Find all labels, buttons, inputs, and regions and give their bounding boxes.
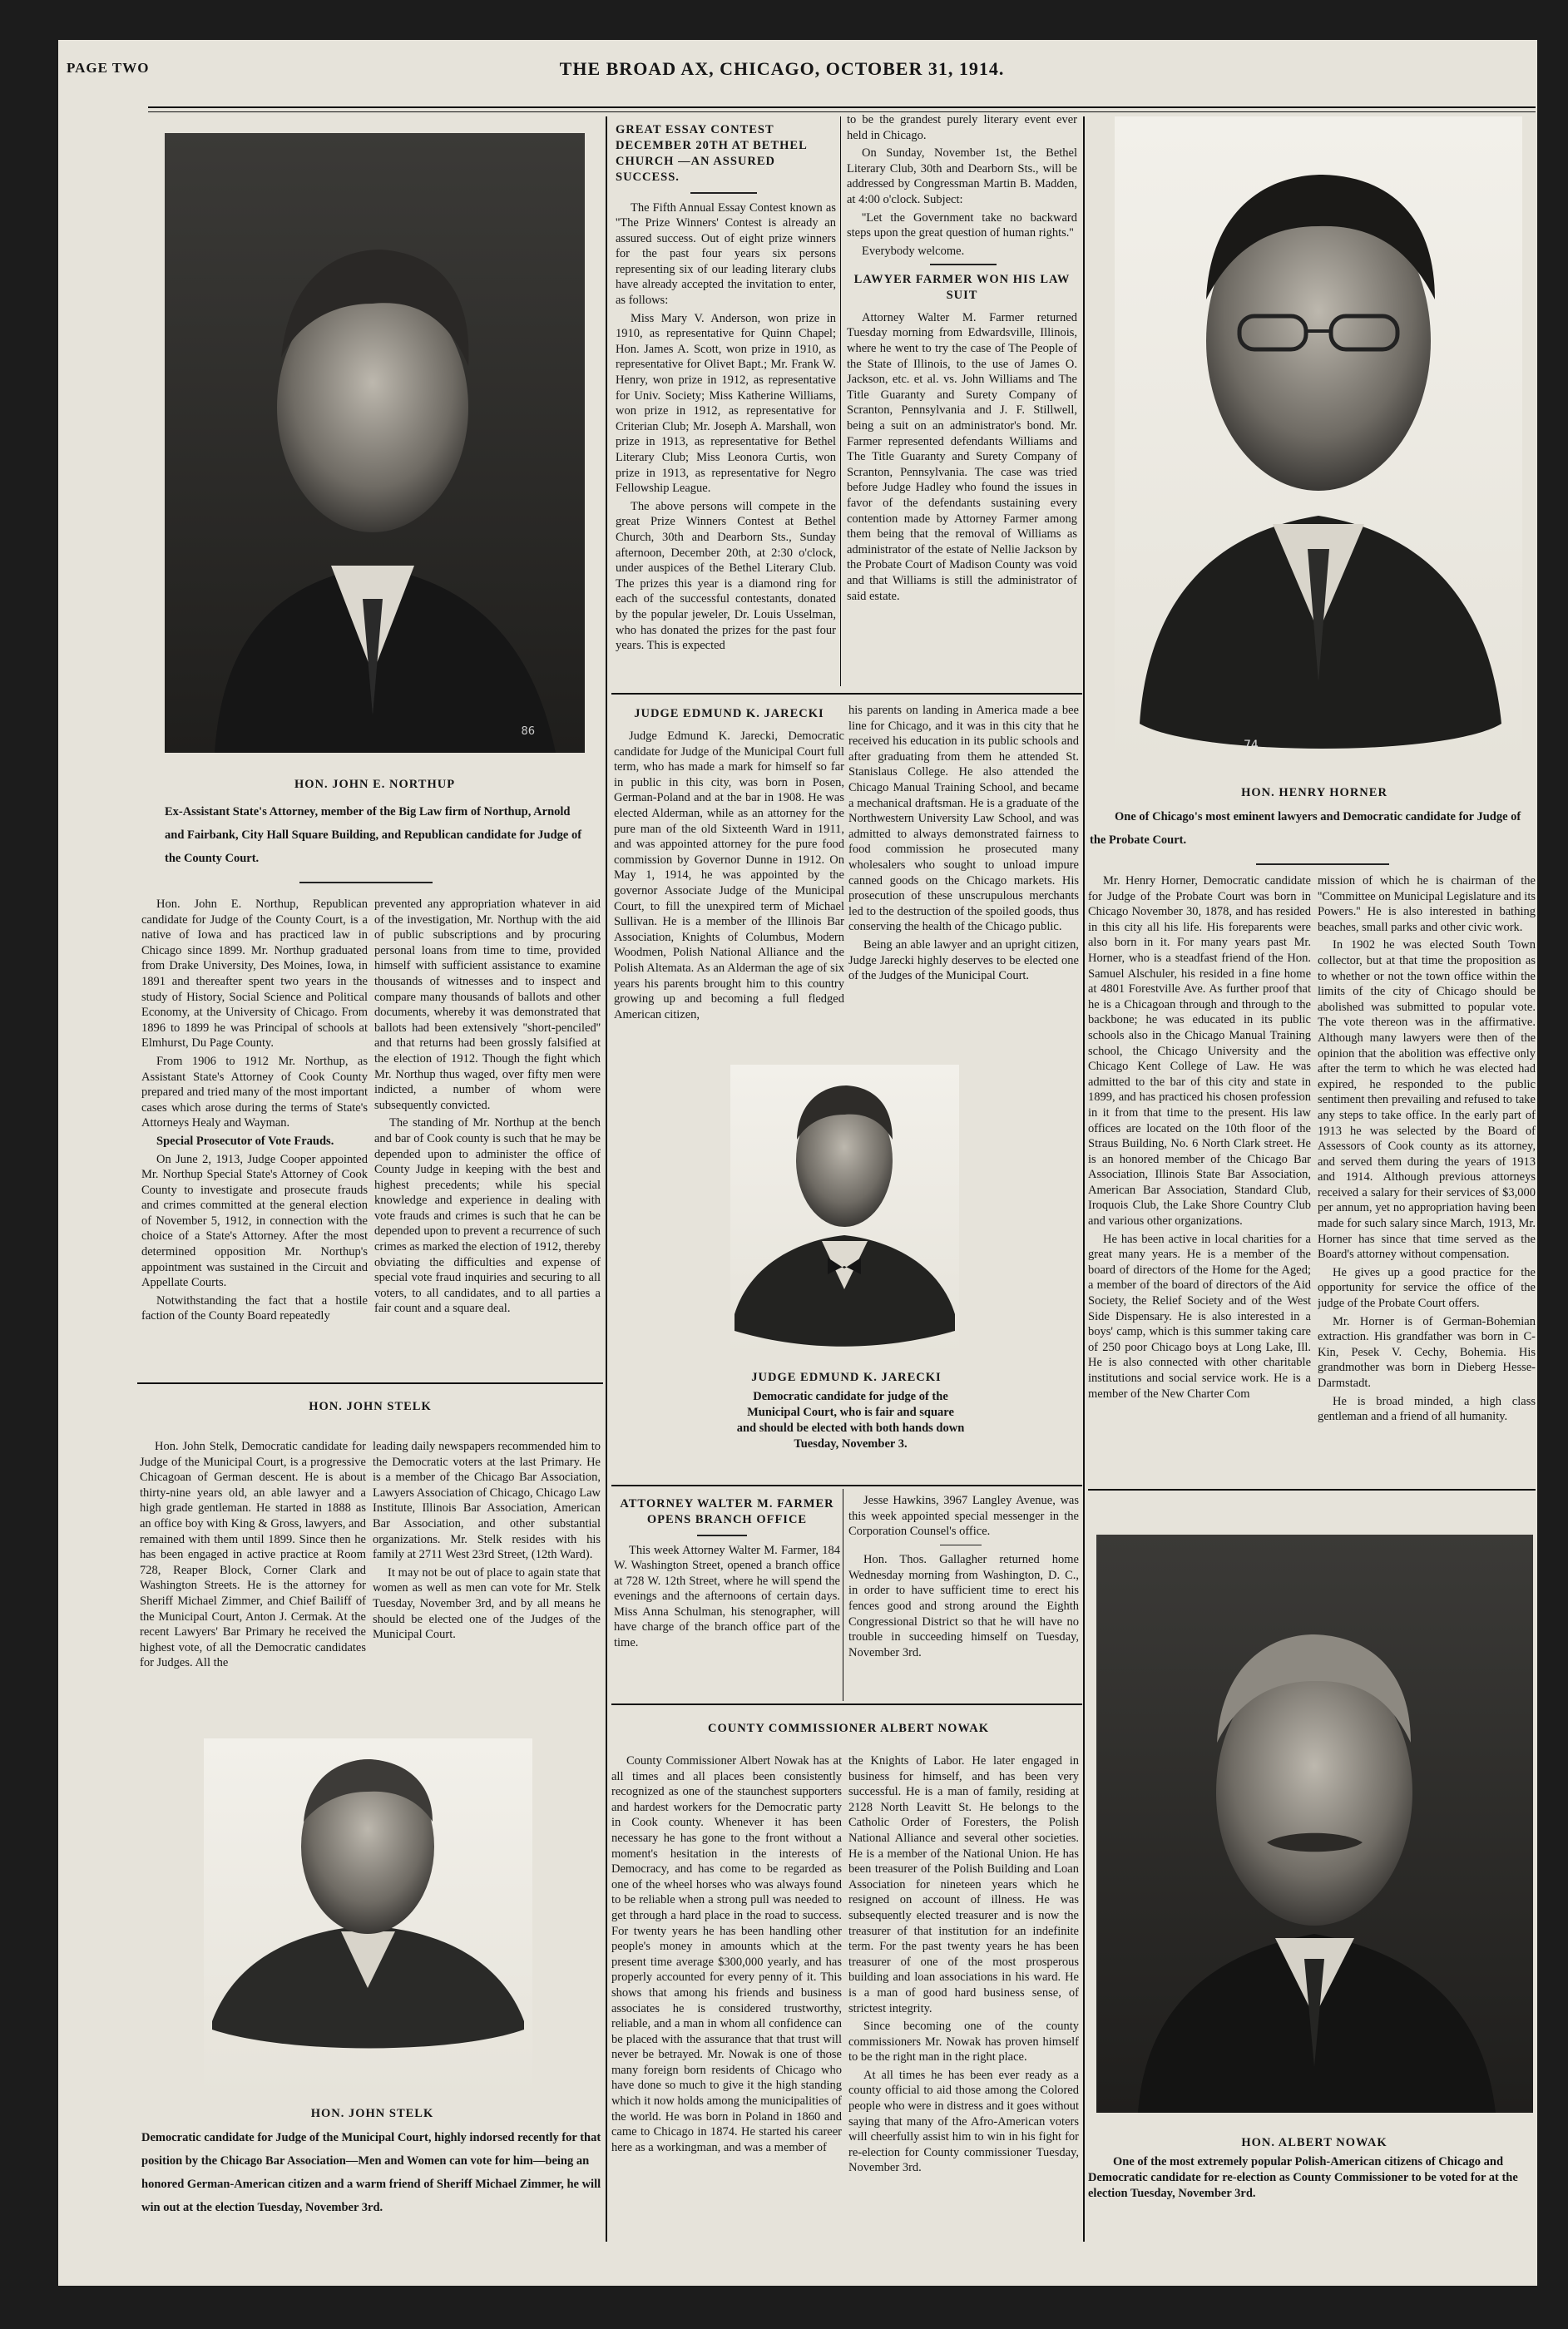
stelk-photo-caption: Democratic candidate for Judge of the Municipal Court, highly indorsed recently for that position by the Chicago Bar Association—Men and Women can vote for him—being an honored German-American citizen and a warm friend of Sheriff Michael Zimmer, he will win out at the election Tuesday, November 3rd.: [141, 2131, 601, 2214]
nowak-text-col-2: [848, 1753, 1079, 2257]
page-number: PAGE TWO: [67, 60, 150, 76]
paragraph: Hon. John Stelk, Democratic candidate for Judge of the Municipal Court, is a progressive Chicagoan of German descent. He is about thirty-nine years old, an able lawyer and a high grade gentleman. He started in 1888 as an office boy with King & Gross, lawyers, and remained with them until 1899. Since then he has been engaged in active practice at Room 728, Reaper Block, Corner Clark and Washington Streets. He is the attorney for Sheriff Michael Zimmer, and Chief Bailiff of the Municipal Court, Anton J. Cermak. At the recent Lawyers' Bar Primary he received the highest vote, of all the Democratic candidates for Judges. All the: [140, 1440, 366, 1670]
northup-text-col-2: [374, 897, 601, 1371]
stelk-headline-wrap: [137, 1396, 603, 1429]
column-rule-mid-top: [840, 116, 841, 686]
nowak-text-col-1: [611, 1753, 842, 2257]
stelk-text-col-1: [140, 1439, 366, 1713]
section-rule: [1088, 1489, 1536, 1491]
northup-photo-name: HON. JOHN E. NORTHUP: [294, 778, 456, 791]
paragraph: to be the grandest purely literary event ever held in Chicago.: [847, 113, 1077, 142]
nowak-portrait: [1096, 1535, 1533, 2113]
section-rule: [611, 693, 1082, 695]
paragraph: mission of which he is chairman of the ''Committee on Municipal Legislature and its Powers.'' He is also interested in bathing beaches, small parks and other civic work.: [1318, 874, 1536, 934]
stelk-portrait: [204, 1738, 532, 2096]
paragraph: In 1902 he was elected South Town collector, but at that time the proposition as to whether or not the town office within the limits of the city of Chicago should be abolished was submitted to popular vote. The vote thereon was in the affirmative. Although many lawyers were then of the opinion that the abolition was effective only after the term to which he was elected had expired, he responded to the public sentiment then prevailing and refused to take any steps to take office. In the early part of 1913 he was selected by the Board of Assessors of Cook county as its attorney, and served them during the years of 1913 and 1914. Although previous attorneys received a salary for their services of $3,000 per annum, yet no appropriation having been made for such salary since March, 1913, Mr. Horner has since that time served as the Board's attorney without compensation.: [1318, 938, 1536, 1262]
paragraph: On June 2, 1913, Judge Cooper appointed Mr. Northup Special State's Attorney of Cook County to investigate and prosecute frauds and crimes committed at the general election of November 5, 1912, in connection with the choice of a State's Attorney. After the most determined opposition Mr. Northup's appointment was sustained in the Circuit and Appellate Courts.: [141, 1152, 368, 1290]
hawkins-gallagher-items: [848, 1493, 1079, 1709]
farmer-suit-headline: LAWYER FARMER WON HIS LAW SUIT: [853, 272, 1071, 302]
jarecki-text-col-1: [614, 703, 844, 1044]
horner-portrait-svg: [1115, 116, 1522, 765]
section-rule: [137, 1382, 603, 1384]
essay-headline: GREAT ESSAY CONTEST DECEMBER 20TH AT BETHEL CHURCH —AN ASSURED SUCCESS.: [616, 123, 807, 184]
paragraph: He has been active in local charities for a great many years. He is a member of the board of directors of the Home for the Aged; a member of the board of directors of the Aid Society, the Relief Society and of the West Side Dispensary. He is also interested in a boys' camp, which is this summer taking care of 250 poor Chicago boys at Long Lake, Ill. He is also connected with other charitable institutions and social service work. He is a member of the New Charter Com: [1088, 1232, 1311, 1401]
paragraph: Since becoming one of the county commissioners Mr. Nowak has proven himself to be the right man in the right place.: [848, 2020, 1079, 2064]
paragraph: The above persons will compete in the great Prize Winners Contest at Bethel Church, 30th and Dearborn Sts., Sunday afternoon, December 20th, at 2:30 o'clock, under auspices of the Bethel Literary Club. The prizes this year is a diamond ring for each of the successful contestants, donated by the popular jeweler, Dr. Louis Usselman, who has donated the prizes for the past four years. This is expected: [616, 499, 836, 653]
horner-text-col-2: [1318, 873, 1536, 1476]
paragraph: Notwithstanding the fact that a hostile faction of the County Board repeatedly: [141, 1293, 368, 1323]
stelk-photo-name: HON. JOHN STELK: [310, 2107, 434, 2120]
essay-continued-and-farmer-suit: [847, 112, 1077, 686]
jarecki-portrait-svg: [730, 1065, 959, 1356]
jarecki-photo-caption: Democratic candidate for judge of the Municipal Court, who is fair and square and should be elected with both hands down Tuesday, November 3.: [736, 1390, 965, 1451]
paragraph: The Fifth Annual Essay Contest known as ''The Prize Winners' Contest is already an assured success. Out of eight prize winners for the past four years six persons representing six of our leading literary clubs have already accepted the invitation to enter, as follows:: [616, 200, 836, 308]
paragraph: his parents on landing in America made a bee line for Chicago, and it was in this city that he received his education in its public schools and after graduating from them he attended St. Stanislaus College. He also attended the Chicago Manual Training School, and became a mechanical draftsman. He is a graduate of the Northwestern University Law School, and was admitted to always demonstrated fairness to food commission he prosecuted many wholesalers who sought to unload impure canned goods on the Chicago markets. His prosecution of these unscrupulous merchants led to the destruction of the spoiled goods, thus conserving the health of the Chicago public.: [848, 704, 1079, 934]
jarecki-text-col-2: [848, 703, 1079, 1044]
paragraph: He is broad minded, a high class gentleman and a friend of all humanity.: [1318, 1394, 1536, 1424]
subhead: Special Prosecutor of Vote Frauds.: [156, 1134, 334, 1148]
paragraph: ''Let the Government take no backward steps upon the great question of human rights.'': [847, 210, 1077, 240]
northup-portrait-svg: [165, 133, 585, 753]
horner-photo-cut-number: 74: [1244, 739, 1259, 752]
masthead: [67, 58, 1497, 83]
stelk-headline: HON. JOHN STELK: [309, 1400, 432, 1413]
nowak-photo-caption: One of the most extremely popular Polish-American citizens of Chicago and Democratic candidate for re-election as County Commissioner to be voted for at the election Tuesday, November 3rd.: [1088, 2155, 1518, 2200]
paragraph: County Commissioner Albert Nowak has at all times and all places been consistently recognized as one of the staunchest supporters and hardest workers for the Democratic party in Cook county. Whenever it has been necessary he has gone to the front without a moment's hesitation in the interests of Democracy, and has come to be regarded as one of the wheel horses who was always found to be reliable when a strong pull was needed to get through a hard place in the road to success. For twenty years he has been handling other people's money in amounts which at the present time average $300,000 yearly, and has properly accounted for every penny of it. This shows that among his friends and business associates he is considered trustworthy, reliable, and a man in whom all confidence can be placed with the assurance that that trust will never be betrayed. Mr. Nowak is one of those many foreign born residents of Chicago who have done so much to give it the high standing which it now holds among the municipalities of the world. He was born in Poland in 1860 and came to Chicago in 1874. He started his career here as a workingman, and was a member of: [611, 1754, 842, 2154]
northup-portrait: [165, 133, 585, 753]
nowak-portrait-svg: [1096, 1535, 1533, 2113]
paragraph: He gives up a good practice for the opportunity for service the office of the judge of the Probate Court offers.: [1318, 1265, 1536, 1311]
paragraph: Hon. John E. Northup, Republican candidate for Judge of the County Court, is a native of Iowa and has practiced law in Chicago since 1899. Mr. Northup graduated from Drake University, Des Moines, Iowa, in 1891 and thereafter spent two years in the study of History, Social Science and Political Economy, at the University of Chicago. From 1896 to 1899 he was Principal of schools at Elmhurst, Du Page County.: [141, 897, 368, 1051]
divider: [1256, 863, 1389, 865]
nowak-photo-name: HON. ALBERT NOWAK: [1241, 2136, 1387, 2149]
paragraph: From 1906 to 1912 Mr. Northup, as Assistant State's Attorney of Cook County prepared and tried many of the most important cases which arose during the terms of State's Attorneys Healy and Wayman.: [141, 1054, 368, 1130]
section-rule: [611, 1703, 1082, 1705]
paragraph: This week Attorney Walter M. Farmer, 184 W. Washington Street, opened a branch office at 728 W. 12th Street, where he will spend the evenings and the afternoons of certain days. Miss Anna Schulman, his stenographer, will have charge of the branch office part of the time.: [614, 1543, 840, 1650]
paragraph: Mr. Henry Horner, Democratic candidate for Judge of the Probate Court was born in Chicago November 30, 1878, and has resided in this city all his life. His foreparents were also born in it. For many years past Mr. Horner, who is a steadfast friend of the Hon. Samuel Alschuler, his resided in a fine home at 4801 Forestville Ave. As further proof that he is a Chicagoan through and through to the backbone; he was educated in its public schools also in the Chicago Manual Training school, the Chicago University and the Chicago Kent College of Law. He was admitted to the bar of this city and state in 1899, and has practiced his chosen profession in it from that time to the present. His law offices are located on the 10th floor of the Straus Building, No. 6 North Clark street. He is an honored member of the Chicago Bar Association, Illinois State Bar Association, American Bar Association, Standard Club, Iroquois Club, the Lake Shore Country Club and various other organizations.: [1088, 874, 1311, 1229]
divider: [697, 1535, 747, 1536]
horner-portrait: [1115, 116, 1522, 765]
paragraph: It may not be out of place to again state that women as well as men can vote for Mr. Stelk Tuesday, November 3rd, and by all means he should be elected one of the Judges of the Municipal Court.: [373, 1565, 601, 1642]
divider: [930, 264, 997, 265]
masthead-rule-bottom: [148, 111, 1536, 112]
masthead-rule-top: [148, 106, 1536, 108]
northup-photo-caption: Ex-Assistant State's Attorney, member of the Big Law firm of Northup, Arnold and Fairbank, City Hall Square Building, and Republican candidate for Judge of the County Court.: [165, 805, 582, 865]
farmer-office-headline: ATTORNEY WALTER M. FARMER OPENS BRANCH OFFICE: [620, 1497, 834, 1526]
divider: [690, 192, 757, 194]
paragraph: Everybody welcome.: [862, 244, 965, 258]
stelk-portrait-svg: [204, 1738, 532, 2096]
farmer-office-article: [614, 1493, 840, 1709]
paragraph: Being an able lawyer and an upright citizen, Judge Jarecki highly deserves to be elected one of the Judges of the Municipal Court.: [848, 937, 1079, 983]
horner-photo-name: HON. HENRY HORNER: [1241, 786, 1387, 799]
jarecki-photo-name: JUDGE EDMUND K. JARECKI: [751, 1371, 942, 1384]
divider: [299, 882, 433, 883]
northup-text-col-1: [141, 897, 368, 1371]
paragraph: On Sunday, November 1st, the Bethel Literary Club, 30th and Dearborn Sts., will be addressed by Congressman Martin B. Madden, at 4:00 o'clock. Subject:: [847, 146, 1077, 206]
jarecki-portrait: [730, 1065, 959, 1356]
jarecki-headline: JUDGE EDMUND K. JARECKI: [634, 707, 824, 720]
paragraph: Miss Mary V. Anderson, won prize in 1910, as representative for Quinn Chapel; Hon. James A. Scott, won prize in 1910, as representative for Olivet Bapt.; Mr. Frank W. Henry, won prize in 1912, as representative for Univ. Society; Miss Katherine Williams, won prize in 1912, as representative for Criterian Club; Mr. Joseph A. Marshall, won prize in 1913, as representative for Bethel Literary Club; Miss Leonora Curtis, won prize in 1913, as representative for Negro Fellowship League.: [616, 311, 836, 496]
newspaper-title: THE BROAD AX, CHICAGO, OCTOBER 31, 1914.: [559, 58, 1005, 79]
stelk-text-col-2: [373, 1439, 601, 1713]
nowak-headline: COUNTY COMMISSIONER ALBERT NOWAK: [707, 1722, 990, 1735]
column-rule-2: [1083, 116, 1085, 2242]
paragraph: At all times he has been ever ready as a county official to aid those among the Colored people who were in distress and it goes without saying that many of the Afro-American voters will cheerfully assist him to win in his fight for re-election for County commissioner Tuesday, November 3rd.: [848, 2068, 1079, 2175]
paragraph: leading daily newspapers recommended him to the Democratic voters at the last Primary. He is a member of the Chicago Bar Association, Lawyers Association of Chicago, Chicago Law Institute, Illinois Bar Association, American Bar Association, and other substantial organizations. Mr. Stelk resides with his family at 2711 West 23rd Street, (12th Ward).: [373, 1440, 601, 1562]
paragraph: prevented any appropriation whatever in aid of the investigation, Mr. Northup with the aid of public subscriptions and by procuring personal loans from time to time, provided himself with sufficient assistance to examine thousands of witnesses and to inspect and compare many thousands of ballots and other documents, whereby it was demonstrated that ballots had been extensively ''short-penciled'' and that returns had been grossly falsified at the election of 1912. Though the fight which Mr. Northup thus waged, over fifty men were indicted, a number of whom were subsequently convicted.: [374, 897, 601, 1112]
northup-photo-cut-number: 86: [521, 725, 535, 738]
paragraph: Mr. Horner is of German-Bohemian extraction. His grandfather was born in C-Kin, Pesek V. Cechy, Bohemia. His grandmother was born in Dieberg Hesse-Darmstadt.: [1318, 1314, 1536, 1390]
section-rule: [611, 1485, 1082, 1486]
paragraph: Judge Edmund K. Jarecki, Democratic candidate for Judge of the Municipal Court full term, who has made a mark for himself so far in public in this city, was born in Posen, German-Poland and at the bar in 1908. He was elected Alderman, while as an attorney for the pure man of the old Sixteenth Ward in 1911, and was appointed attorney for the pure food commission by Governor Dunne in 1912. On May 1, 1914, he was appointed by the governor Associate Judge of the Municipal Court, to fill the unexpired term of Michael Sullivan. He is a member of the Illinois Bar Association, Knights of Columbus, Modern Woodmen, Polish National Alliance and the Polish Altemata. As an Alderman the age of six years his parents brought him to this country growing up and becoming a full fledged American citizen,: [614, 729, 844, 1021]
divider: [940, 1545, 982, 1546]
paragraph: Jesse Hawkins, 3967 Langley Avenue, was this week appointed special messenger in the Corporation Counsel's office.: [848, 1494, 1079, 1539]
essay-article: [616, 119, 836, 685]
horner-photo-caption: One of Chicago's most eminent lawyers and Democratic candidate for Judge of the Probate Court.: [1090, 810, 1521, 847]
nowak-headline-wrap: [707, 1718, 990, 1758]
paragraph: Hon. Thos. Gallagher returned home Wednesday morning from Washington, D. C., in order to have sufficient time to erect his fences good and strong around the Eighth Congressional District so that he will have no trouble in succeeding himself on Tuesday, November 3rd.: [848, 1553, 1079, 1659]
column-rule-1: [606, 116, 607, 2242]
paragraph: The standing of Mr. Northup at the bench and bar of Cook county is such that he may be depended upon to administer the office of County Judge in keeping with the best and highest precedents; while his special knowledge and experience in dealing with vote frauds and crimes is such that he can be depended upon to prevent a recurrence of such crimes as marked the election of 1912, thereby obviating the difficulties and expense of special vote fraud inquiries and securing to all voters, to all candidates, and to all parties a fair count and a square deal.: [374, 1116, 601, 1316]
paragraph: Attorney Walter M. Farmer returned Tuesday morning from Edwardsville, Illinois, where he went to try the case of The People of the State of Illinois, to the use of James O. Jackson, etc. et al. vs. John Williams and The Title Guaranty and Surety Company of Scranton, Pennsylvania and J. F. Stillwell, being a suit on an administrator's bond. Mr. Farmer represented defendants Williams and The Title Guaranty and Surety Company of Scranton, Pennsylvania. The case was tried before Judge Hadley who found the issues in favor of the defendants sustaining every contention made by Attorney Farmer among them being that the removal of Williams as administrator of the estate of Nellie Jackson by the Probate Court of Madison County was void and that Williams is still the administrator of said estate.: [847, 310, 1077, 603]
horner-text-col-1: [1088, 873, 1311, 1476]
paragraph: the Knights of Labor. He later engaged in business for himself, and has been very successful. He is a man of family, residing at 2128 North Leavitt St. He belongs to the Catholic Order of Foresters, the Polish National Alliance and several other societies. He is a member of the National Union. He has been treasurer of the Polish Building and Loan Association for nineteen years which he resigned on account of illness. He was subsequently elected treasurer and is now the treasurer of that institution for an indefinite term. For the past twenty years he has been treasurer of one of the most prosperous building and loan associations in his ward. He is a man of good hard business sense, of strictest integrity.: [848, 1754, 1079, 2015]
